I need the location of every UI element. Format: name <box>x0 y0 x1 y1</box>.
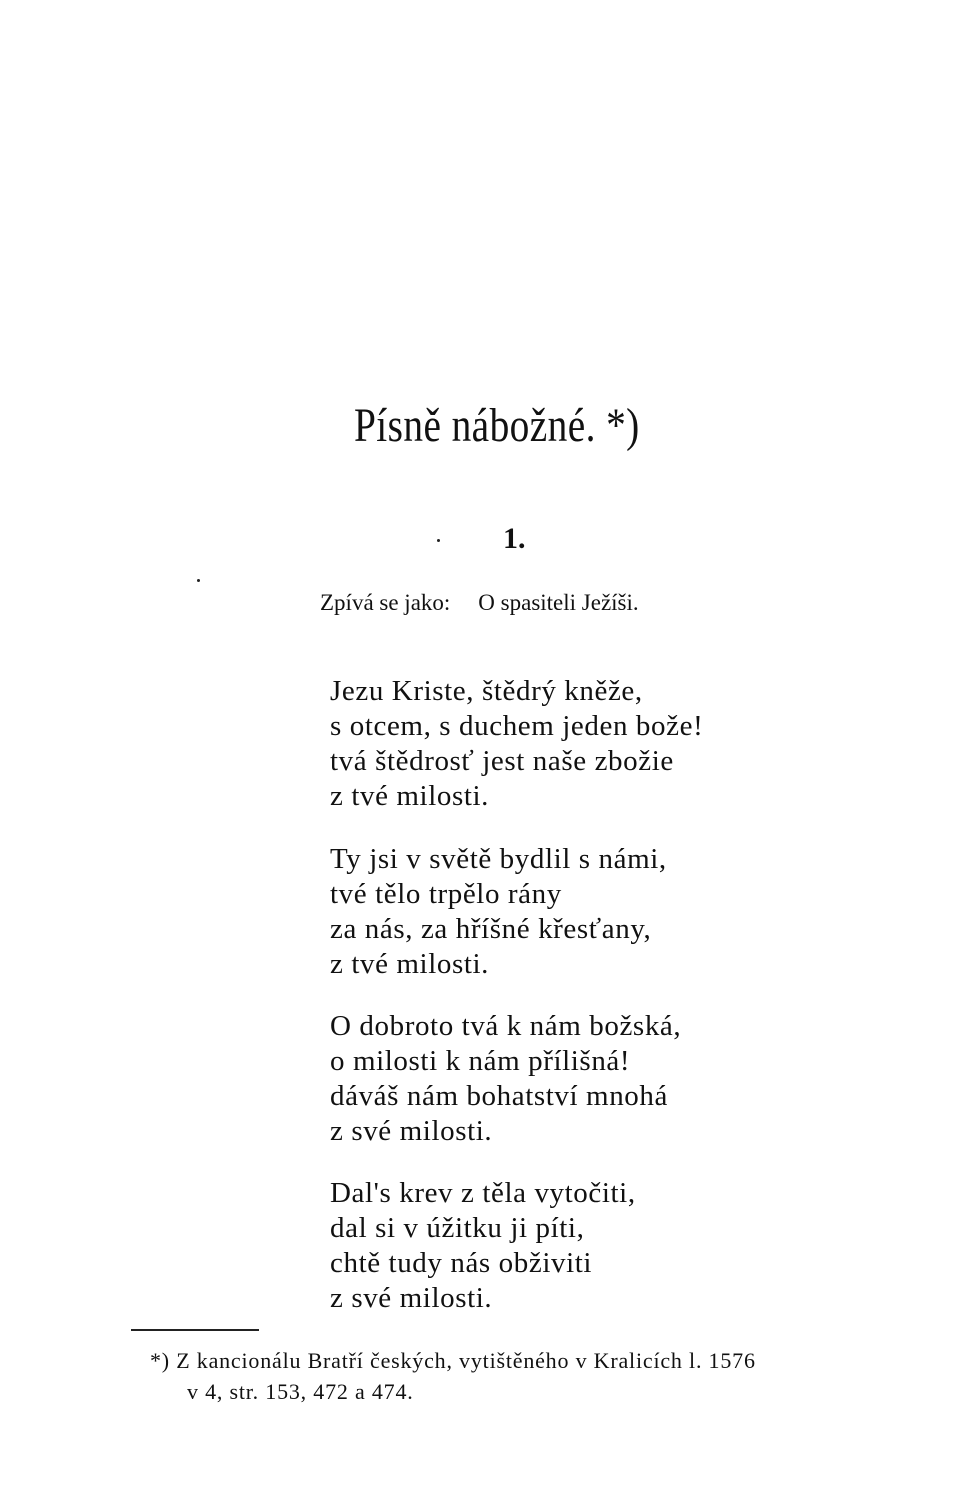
stanza-2 <box>330 842 667 982</box>
print-speck <box>437 539 440 542</box>
page-title: Písně nábožné. *) <box>354 399 640 452</box>
verse-line: z své milosti. <box>330 1115 493 1147</box>
stanza-3 <box>330 1009 681 1149</box>
verse-line: z tvé milosti. <box>330 948 490 980</box>
verse-line: o milosti k nám přílišná! <box>330 1045 631 1077</box>
print-speck <box>197 579 200 582</box>
footnote-line: v 4, str. 153, 472 a 474. <box>187 1379 414 1404</box>
verse-line: dáváš nám bohatství mnohá <box>330 1080 668 1112</box>
verse-line: s otcem, s duchem jeden bože! <box>330 710 704 742</box>
verse-line: Ty jsi v světě bydlil s námi, <box>330 843 667 875</box>
verse-line: z tvé milosti. <box>330 780 490 812</box>
verse-line: za nás, za hříšné křesťany, <box>330 913 652 945</box>
verse-line: z své milosti. <box>330 1282 493 1314</box>
verse-line: Jezu Kriste, štědrý kněže, <box>330 675 643 707</box>
verse-line: Dal's krev z těla vytočiti, <box>330 1177 636 1209</box>
verse-line: tvá štědrosť jest naše zbožie <box>330 745 674 777</box>
verse-line: O dobroto tvá k nám božská, <box>330 1010 682 1042</box>
footnote <box>150 1345 910 1407</box>
stanza-4 <box>330 1176 636 1316</box>
tune-indication <box>320 590 639 616</box>
verse-line: dal si v úžitku ji píti, <box>330 1212 585 1244</box>
verse-line: tvé tělo trpělo rány <box>330 878 562 910</box>
verse-line: chtě tudy nás obživiti <box>330 1247 593 1279</box>
stanza-1 <box>330 674 703 814</box>
footnote-divider <box>131 1329 259 1331</box>
tune-name: O spasiteli Ježíši. <box>478 590 639 615</box>
tune-prefix: Zpívá se jako: <box>320 590 451 615</box>
song-number: 1. <box>503 522 526 555</box>
footnote-line: *) Z kancionálu Bratří českých, vytištěného v Kralicích l. 1576 <box>150 1348 756 1373</box>
